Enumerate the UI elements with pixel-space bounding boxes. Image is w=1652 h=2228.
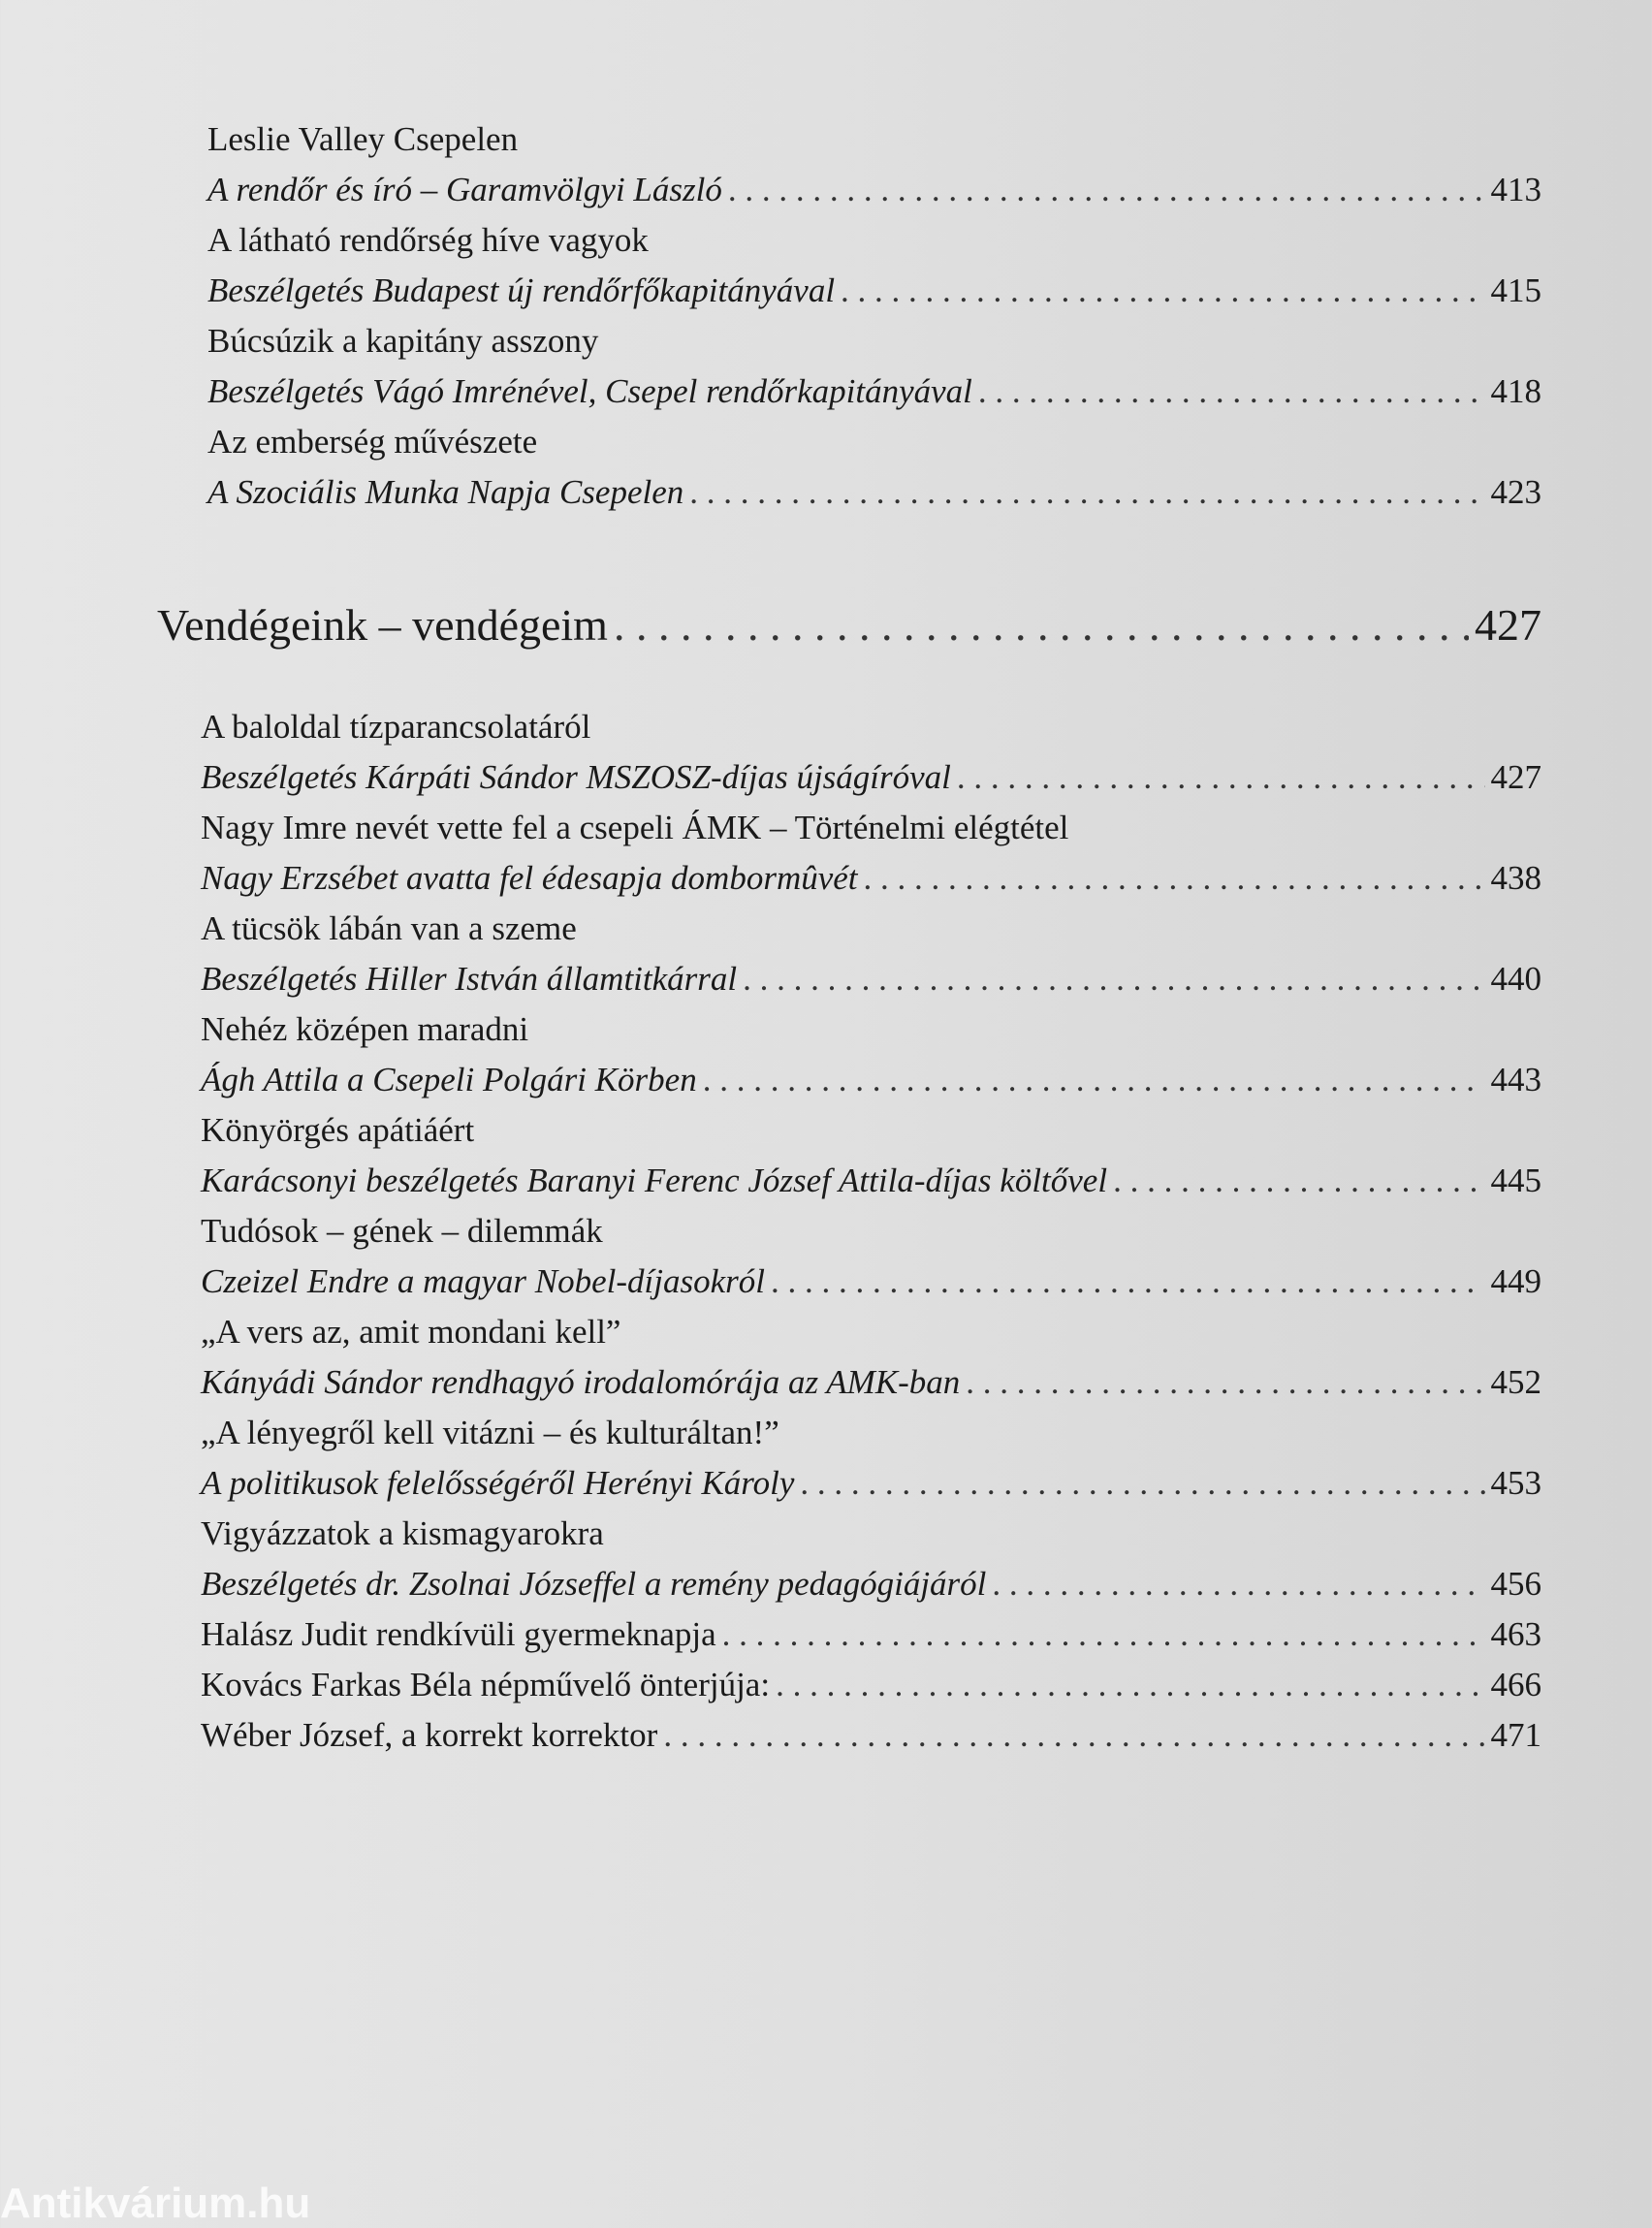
entry-subtitle: Beszélgetés Kárpáti Sándor MSZOSZ-díjas újságíróval <box>201 758 951 796</box>
entry-title: A baloldal tízparancsolatáról <box>201 708 591 746</box>
toc-entry-subtitle <box>0 1055 1541 1105</box>
dot-leader <box>800 1458 1484 1509</box>
entry-subtitle: A politikusok felelősségéről Herényi Károly <box>201 1464 795 1502</box>
entry-title: Az emberség művészete <box>207 423 538 461</box>
toc-entry-subtitle <box>0 266 1541 316</box>
toc-entry-title <box>0 1710 1541 1761</box>
entry-subtitle: Beszélgetés Vágó Imrénével, Csepel rendőrkapitányával <box>207 372 972 410</box>
page-number: 466 <box>1490 1666 1541 1703</box>
entry-title: „A vers az, amit mondani kell” <box>201 1313 621 1351</box>
page-number: 452 <box>1490 1363 1541 1401</box>
toc-entry-subtitle <box>0 1257 1541 1307</box>
toc-entry-title <box>0 904 1541 954</box>
entry-title: „A lényegről kell vitázni – és kulturáltan!” <box>201 1414 779 1451</box>
toc-entry-title <box>0 1206 1541 1257</box>
toc-entry-title <box>0 316 1541 366</box>
page-number: 453 <box>1490 1464 1541 1502</box>
dot-leader <box>663 1710 1484 1761</box>
entry-subtitle: Beszélgetés Budapest új rendőrfőkapitányával <box>207 271 836 309</box>
entry-title: Nehéz középen maradni <box>201 1010 529 1048</box>
toc-entry-title <box>0 1105 1541 1156</box>
dot-leader <box>722 1609 1485 1660</box>
page-number: 440 <box>1490 960 1541 998</box>
toc-section-bottom <box>0 702 1652 1761</box>
toc-section-top <box>0 114 1652 518</box>
toc-entry-title <box>0 803 1541 853</box>
dot-leader <box>992 1559 1484 1609</box>
entry-subtitle: Czeizel Endre a magyar Nobel-díjasokról <box>201 1262 765 1300</box>
toc-entry-subtitle <box>0 954 1541 1004</box>
entry-title: Nagy Imre nevét vette fel a csepeli ÁMK – Történelmi elégtétel <box>201 809 1069 846</box>
chapter-title: Vendégeink – vendégeim <box>157 600 608 650</box>
toc-entry-title <box>0 1307 1541 1357</box>
page-number: 471 <box>1490 1716 1541 1754</box>
entry-subtitle: Karácsonyi beszélgetés Baranyi Ferenc József Attila-díjas költővel <box>201 1162 1108 1199</box>
page-number: 463 <box>1490 1615 1541 1653</box>
dot-leader <box>703 1055 1485 1105</box>
entry-subtitle: A rendőr és író – Garamvölgyi László <box>207 171 722 208</box>
page-number: 418 <box>1490 372 1541 410</box>
entry-subtitle: Beszélgetés Hiller István államtitkárral <box>201 960 738 998</box>
toc-entry-subtitle <box>0 165 1541 215</box>
entry-subtitle: Ágh Attila a Csepeli Polgári Körben <box>201 1061 697 1098</box>
toc-entry-title <box>0 1609 1541 1660</box>
toc-entry-title <box>0 1660 1541 1710</box>
chapter-heading <box>157 593 1541 657</box>
toc-entry-title <box>0 417 1541 467</box>
dot-leader <box>728 165 1485 215</box>
page-number: 443 <box>1490 1061 1541 1098</box>
toc-entry-subtitle <box>0 752 1541 803</box>
page-number: 415 <box>1490 271 1541 309</box>
toc-entry-subtitle <box>0 1357 1541 1408</box>
page-number: 438 <box>1490 859 1541 897</box>
entry-subtitle: A Szociális Munka Napja Csepelen <box>207 473 684 511</box>
entry-title: Könyörgés apátiáért <box>201 1111 475 1149</box>
dot-leader <box>689 467 1484 518</box>
dot-leader <box>776 1660 1484 1710</box>
toc-entry-subtitle <box>0 467 1541 518</box>
page-number: 427 <box>1490 758 1541 796</box>
toc-entry-title <box>0 1004 1541 1055</box>
chapter-page: 427 <box>1475 600 1541 650</box>
page-number: 423 <box>1490 473 1541 511</box>
entry-title: Halász Judit rendkívüli gyermeknapja <box>201 1615 716 1653</box>
toc-entry-subtitle <box>0 853 1541 904</box>
dot-leader <box>1113 1156 1484 1206</box>
entry-title: Leslie Valley Csepelen <box>207 120 519 158</box>
entry-subtitle: Kányádi Sándor rendhagyó irodalomórája az AMK-ban <box>201 1363 961 1401</box>
dot-leader <box>864 853 1485 904</box>
dot-leader <box>743 954 1484 1004</box>
toc-entry-title <box>0 1408 1541 1458</box>
entry-title: Búcsúzik a kapitány asszony <box>207 322 599 360</box>
toc-entry-title <box>0 215 1541 266</box>
watermark: Antikvárium.hu <box>0 2180 311 2227</box>
dot-leader <box>957 752 1485 803</box>
dot-leader <box>966 1357 1484 1408</box>
entry-title: A tücsök lábán van a szeme <box>201 909 577 947</box>
page-number: 449 <box>1490 1262 1541 1300</box>
dot-leader <box>841 266 1484 316</box>
toc-entry-title <box>0 114 1541 165</box>
toc-entry-subtitle <box>0 1458 1541 1509</box>
toc-entry-subtitle <box>0 1156 1541 1206</box>
entry-title: Wéber József, a korrekt korrektor <box>201 1716 658 1754</box>
entry-title: A látható rendőrség híve vagyok <box>207 221 649 259</box>
dot-leader <box>771 1257 1485 1307</box>
entry-title: Kovács Farkas Béla népművelő önterjúja: <box>201 1666 771 1703</box>
toc-entry-subtitle <box>0 366 1541 417</box>
toc-entry-title <box>0 1509 1541 1559</box>
toc-entry-title <box>0 702 1541 752</box>
dot-leader <box>614 593 1469 657</box>
page-number: 413 <box>1490 171 1541 208</box>
page-number: 445 <box>1490 1162 1541 1199</box>
dot-leader <box>978 366 1485 417</box>
page-number: 456 <box>1490 1565 1541 1603</box>
entry-title: Vigyázzatok a kismagyarokra <box>201 1514 604 1552</box>
entry-subtitle: Nagy Erzsébet avatta fel édesapja dombormûvét <box>201 859 858 897</box>
entry-title: Tudósok – gének – dilemmák <box>201 1212 603 1250</box>
entry-subtitle: Beszélgetés dr. Zsolnai Józseffel a remény pedagógiájáról <box>201 1565 987 1603</box>
toc-entry-subtitle <box>0 1559 1541 1609</box>
